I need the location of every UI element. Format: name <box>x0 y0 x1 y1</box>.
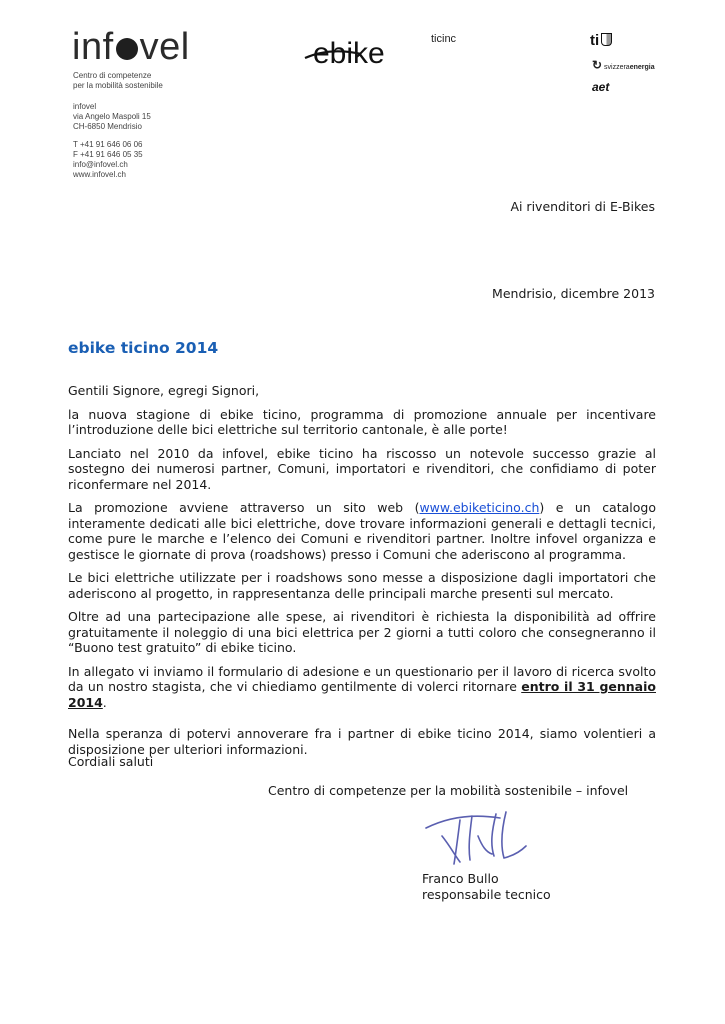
letterhead-tagline <box>73 71 163 91</box>
logo-dot-icon <box>116 38 138 60</box>
place-date: Mendrisio, dicembre 2013 <box>492 286 655 301</box>
tagline-line: per la mobilità sostenibile <box>73 81 163 90</box>
letter-body <box>68 383 656 765</box>
svizzera-energia-logo <box>592 58 655 72</box>
email: info@infovel.ch <box>73 160 128 169</box>
handwritten-signature <box>420 806 532 870</box>
ti-logo-text: ti <box>590 32 600 49</box>
aet-logo-text: aet <box>592 80 610 94</box>
logo-text-right: vel <box>139 26 190 68</box>
tagline-line: Centro di competenze <box>73 71 152 80</box>
organization-line: Centro di competenze per la mobilità sostenibile – infovel <box>268 783 629 798</box>
paragraph-1: la nuova stagione di ebike ticino, programma di promozione annuale per incentivare l’introduzione delle bici elettriche sul territorio cantonale, è alle porte! <box>68 406 656 437</box>
paragraph-4: Le bici elettriche utilizzate per i roadshows sono messe a disposizione dagli importatori che aderiscono al progetto, in rappresentanza delle principali marche presenti sul mercato. <box>68 570 656 601</box>
paragraph-6-text: . <box>102 694 107 710</box>
shield-icon <box>601 33 612 46</box>
svizzera-energia-swirl-icon: ↻ <box>592 58 603 72</box>
paragraph-2: Lanciato nel 2010 da infovel, ebike ticino ha riscosso un notevole successo grazie al sostegno dei numerosi partner, Comuni, importatori e rivenditori, che confidiamo di poter riconfermare nel 2014. <box>68 445 656 492</box>
recipient: Ai rivenditori di E-Bikes <box>510 199 655 214</box>
website-link[interactable]: www.ebiketicino.ch <box>419 500 540 515</box>
address-line: infovel <box>73 102 97 111</box>
address-line: via Angelo Maspoli 15 <box>73 112 151 121</box>
paragraph-3-text: La promozione avviene attraverso un sito web ( <box>68 500 420 515</box>
phone: T +41 91 646 06 06 <box>73 140 143 149</box>
paragraph-6 <box>68 664 656 711</box>
letter-subject: ebike ticino 2014 <box>68 339 219 357</box>
signer-block <box>422 871 551 903</box>
paragraph-7: Nella speranza di potervi annoverare fra i partner di ebike ticino 2014, siamo volentieri a disposizione per ulteriori informazioni. <box>68 726 656 757</box>
svizzera-energia-text-a: svizzera <box>604 64 630 71</box>
fax: F +41 91 646 05 35 <box>73 150 143 159</box>
letterhead-contacts <box>73 140 143 180</box>
paragraph-3 <box>68 500 656 562</box>
svizzera-energia-text-b: energia <box>629 64 655 71</box>
ebike-logo-suffix: ticinc <box>431 33 457 45</box>
infovel-logo <box>72 26 190 69</box>
website: www.infovel.ch <box>73 170 126 179</box>
letterhead-address <box>73 102 151 132</box>
paragraph-6-text: In allegato vi inviamo il formulario di adesione e un questionario per il lavoro di ricerca svolto da un nostro stagista, che vi chiediamo gentilmente di volerci ritornare <box>68 663 656 694</box>
ebike-ticino-logo <box>303 28 493 72</box>
ticino-canton-logo <box>590 32 612 49</box>
logo-text-left: inf <box>72 26 114 68</box>
closing: Cordiali saluti <box>68 754 154 769</box>
signer-name: Franco Bullo <box>422 871 499 886</box>
paragraph-3-text: ) e un catalogo interamente dedicati alle bici elettriche, dove trovare informazioni generali e dettagli tecnici, come pure le marche e l’elenco dei Comuni e rivenditori partner. Inoltre infovel organizza e gestisce le giornate di prova (roadshows) presso i Comuni che aderiscono al programma. <box>68 500 656 562</box>
signer-title: responsabile tecnico <box>422 887 551 902</box>
aet-logo <box>592 80 609 94</box>
deadline: entro il 31 gennaio 2014 <box>68 679 656 710</box>
ebike-logo-text: ebike <box>313 37 385 70</box>
paragraph-5: Oltre ad una partecipazione alle spese, ai rivenditori è richiesta la disponibilità ad offrire gratuitamente il noleggio di una bici elettrica per 2 giorni a tutti coloro che consegneranno il “Buono test gratuito” di ebike ticino. <box>68 609 656 655</box>
address-line: CH-6850 Mendrisio <box>73 122 142 131</box>
salutation: Gentili Signore, egregi Signori, <box>68 383 260 398</box>
